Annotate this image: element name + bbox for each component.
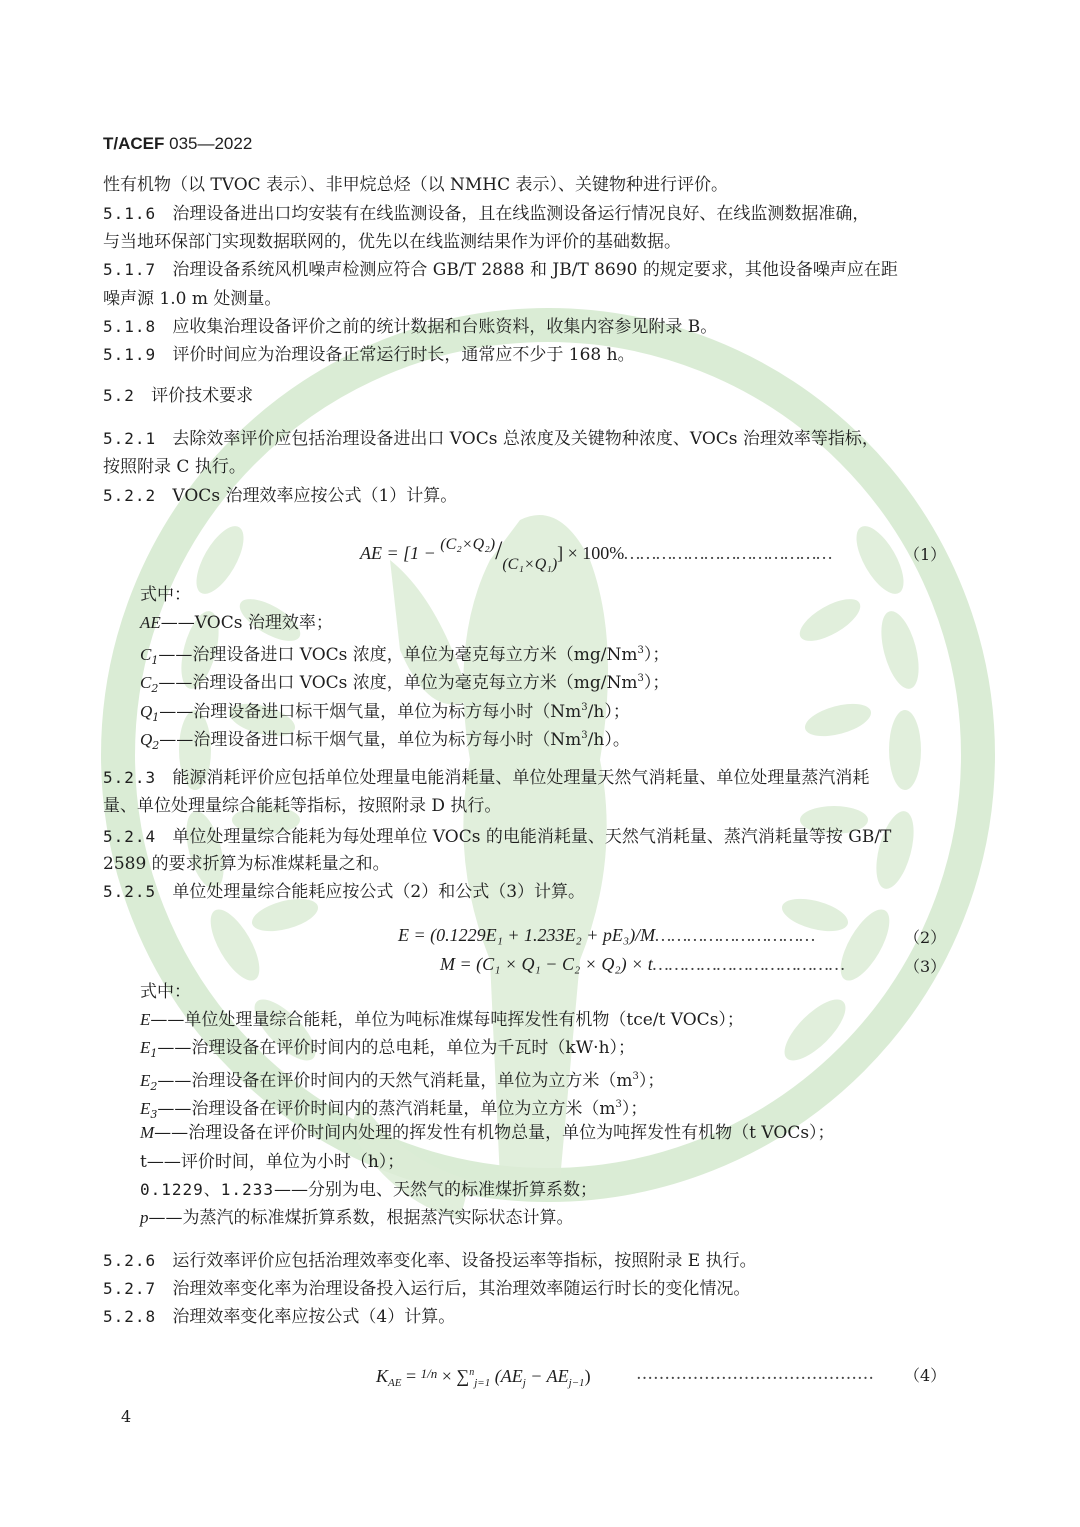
definition-q2: $Q_2——$治理设备进口标干烟气量，单位为标方每小时（Nm$^3$/h）。 [140, 730, 630, 752]
clause-5-1-6: 5.1.6 治理设备进出口均安装有在线监测设备，且在线监测设备运行情况良好、在线监测数据准确， [103, 204, 870, 224]
clause-5-2-5: 5.2.5 单位处理量综合能耗应按公式（2）和公式（3）计算。 [103, 882, 586, 902]
where-label: 式中： [140, 982, 191, 1002]
equation-3: M = (C₁ × Q₁ − C₂ × Q₂) × t……………………………… [440, 954, 845, 974]
equation-1: AE = [1 − (C₂×Q₂)/(C₁×Q₁)] × 100%………………………………… [360, 536, 833, 573]
document-code: T/ACEF 035—2022 [103, 134, 253, 153]
definition-e3: $E_3——$治理设备在评价时间内的蒸汽消耗量，单位为立方米$(m^3)$； [140, 1099, 648, 1121]
clause-5-1-9: 5.1.9 评价时间应为治理设备正常运行时长，通常应不少于 168 h。 [103, 345, 635, 365]
definition-q1: $Q_1——$治理设备进口标干烟气量，单位为标方每小时（Nm$^3$/h）； [140, 702, 630, 724]
clause-5-2-6: 5.2.6 运行效率评价应包括治理效率变化率、设备投运率等指标，按照附录 E 执行。 [103, 1251, 757, 1271]
definition-e1: $E_1——$治理设备在评价时间内的总电耗，单位为千瓦时（kW·h）； [140, 1038, 636, 1060]
paragraph-line: 量、单位处理量综合能耗等指标，按照附录 D 执行。 [103, 796, 502, 816]
clause-5-2-8: 5.2.8 治理效率变化率应按公式（4）计算。 [103, 1307, 456, 1327]
equation-4-leader: …………………………………… [636, 1364, 874, 1384]
definition-c1: $C_1——$治理设备进口 VOCs 浓度，单位为毫克每立方米（mg/Nm$^3$）； [140, 645, 670, 667]
definition-c2: $C_2——$治理设备出口 VOCs 浓度，单位为毫克每立方米（mg/Nm$^3$）； [140, 673, 670, 695]
definition-t: t——评价时间，单位为小时（h）； [140, 1152, 405, 1172]
equation-2: E = (0.1229E₁ + 1.233E₂ + pE₃)/M………………………… [398, 925, 816, 945]
clause-5-2-2: 5.2.2 VOCs 治理效率应按公式（1）计算。 [103, 486, 458, 506]
paragraph-line: 噪声源 1.0 m 处测量。 [103, 289, 282, 309]
definition-m: M——治理设备在评价时间内处理的挥发性有机物总量，单位为吨挥发性有机物（t VOCs）； [140, 1123, 835, 1143]
clause-5-2-4: 5.2.4 单位处理量综合能耗为每处理单位 VOCs 的电能消耗量、天然气消耗量、蒸汽消耗量等按 GB/T [103, 827, 892, 847]
paragraph-line: 性有机物（以 TVOC 表示）、非甲烷总烃（以 NMHC 表示）、关键物种进行评价。 [103, 175, 728, 195]
section-heading-5-2: 5.2 评价技术要求 [103, 386, 254, 406]
page-number: 4 [121, 1407, 132, 1426]
paragraph-line: 2589 的要求折算为标准煤耗量之和。 [103, 854, 390, 874]
equation-4: $K_{AE} = ^{1/n} \times \sum^n_{j=1}$ $(AE_j - AE_{j-1})$ [376, 1366, 591, 1389]
definition-e: E——单位处理量综合能耗，单位为吨标准煤每吨挥发性有机物（tce/t VOCs）； [140, 1010, 744, 1030]
clause-5-2-1: 5.2.1 去除效率评价应包括治理设备进出口 VOCs 总浓度及关键物种浓度、VOCs 治理效率等指标， [103, 429, 879, 449]
definition-p: p——为蒸汽的标准煤折算系数，根据蒸汽实际状态计算。 [140, 1208, 574, 1228]
clause-5-1-8: 5.1.8 应收集治理设备评价之前的统计数据和台账资料，收集内容参见附录 B。 [103, 317, 718, 337]
clause-5-2-7: 5.2.7 治理效率变化率为治理设备投入运行后，其治理效率随运行时长的变化情况。 [103, 1279, 751, 1299]
paragraph-line: 与当地环保部门实现数据联网的，优先以在线监测结果作为评价的基础数据。 [103, 232, 681, 252]
equation-number-2: （2） [904, 928, 947, 947]
equation-number-1: （1） [904, 545, 947, 564]
where-label: 式中： [140, 585, 191, 605]
clause-5-1-7: 5.1.7 治理设备系统风机噪声检测应符合 GB/T 2888 和 JB/T 8690 的规定要求，其他设备噪声应在距 [103, 260, 898, 280]
paragraph-line: 按照附录 C 执行。 [103, 457, 246, 477]
equation-number-3: （3） [904, 957, 947, 976]
equation-number-4: （4） [904, 1366, 947, 1385]
definition-e2: $E_2——$治理设备在评价时间内的天然气消耗量，单位为立方米$(m^3)$； [140, 1071, 665, 1093]
definition-ae: AE——VOCs 治理效率； [140, 613, 333, 633]
clause-5-2-3: 5.2.3 能源消耗评价应包括单位处理量电能消耗量、单位处理量天然气消耗量、单位处理量蒸汽消耗 [103, 768, 870, 788]
definition-coefficients: 0.1229、1.233——分别为电、天然气的标准煤折算系数； [140, 1180, 597, 1200]
